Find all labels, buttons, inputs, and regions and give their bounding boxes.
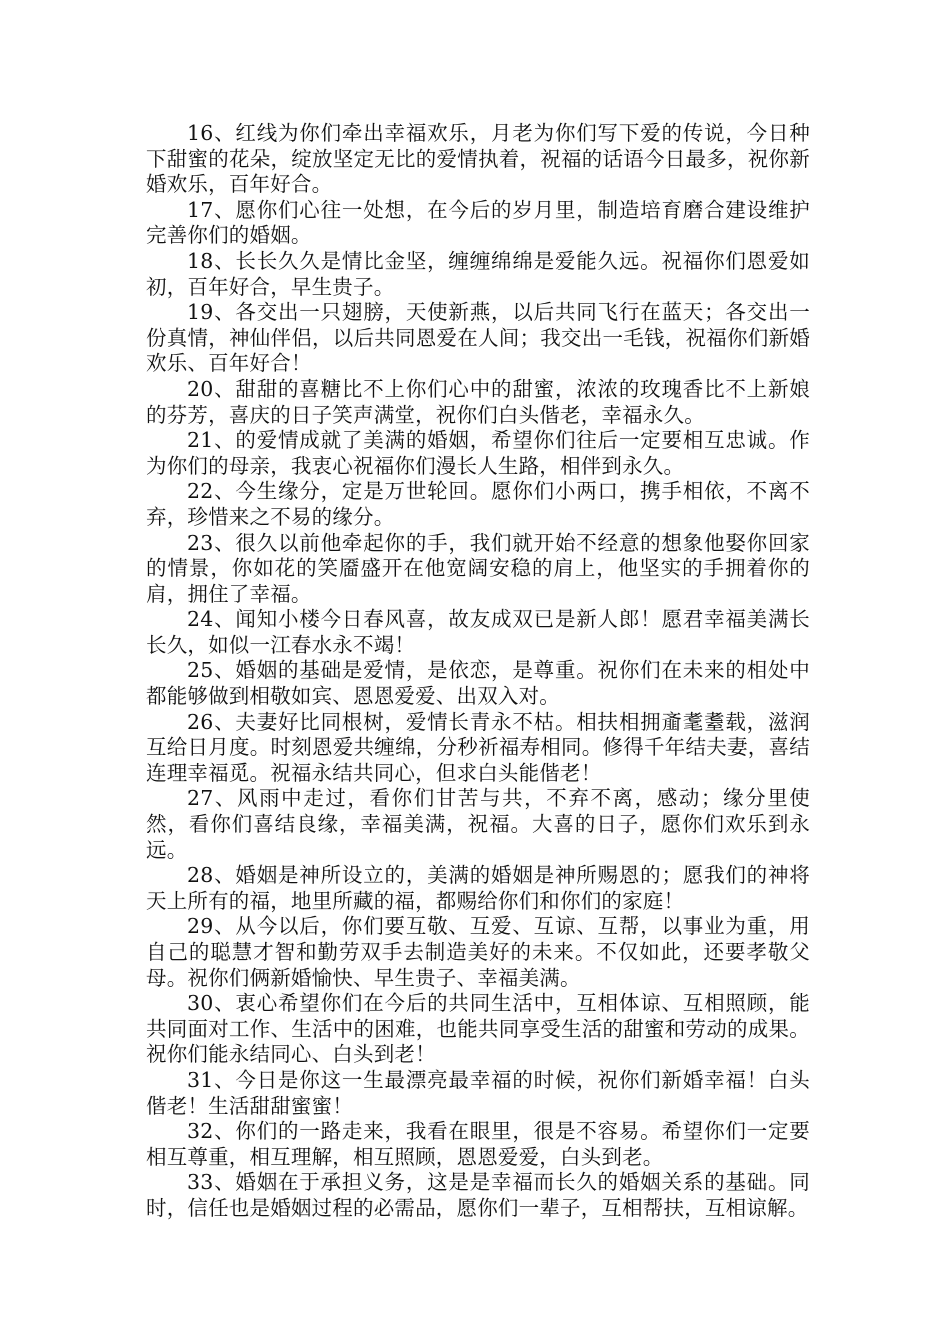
paragraph-30: 30、衷心希望你们在今后的共同生活中，互相体谅、互相照顾，能共同面对工作、生活中的困难，也能共同享受生活的甜蜜和劳动的成果。祝你们能永结同心、白头到老！ (146, 991, 810, 1067)
paragraph-26: 26、夫妻好比同根树，爱情长青永不枯。相扶相拥齑耄耋载，滋润互给日月度。时刻恩爱共缠绵，分秒祈福寿相同。修得千年结夫妻，喜结连理幸福觅。祝福永结共同心，但求白头能偕老！ (146, 709, 810, 785)
document-body (146, 121, 810, 1222)
paragraph-24: 24、闻知小楼今日春风喜，故友成双已是新人郎！愿君幸福美满长长久，如似一江春水永不竭！ (146, 607, 810, 657)
paragraph-27: 27、风雨中走过，看你们甘苦与共，不弃不离，感动；缘分里使然，看你们喜结良缘，幸福美满，祝福。大喜的日子，愿你们欢乐到永远。 (146, 786, 810, 862)
paragraph-16: 16、红线为你们牵出幸福欢乐，月老为你们写下爱的传说，今日种下甜蜜的花朵，绽放坚定无比的爱情执着，祝福的话语今日最多，祝你新婚欢乐，百年好合。 (146, 121, 810, 197)
paragraph-18: 18、长长久久是情比金坚，缠缠绵绵是爱能久远。祝福你们恩爱如初，百年好合，早生贵子。 (146, 248, 810, 299)
paragraph-28: 28、婚姻是神所设立的，美满的婚姻是神所赐恩的；愿我们的神将天上所有的福，地里所藏的福，都赐给你们和你们的家庭！ (146, 863, 810, 913)
paragraph-29: 29、从今以后，你们要互敬、互爱、互谅、互帮，以事业为重，用自己的聪慧才智和勤劳双手去制造美好的未来。不仅如此，还要孝敬父母。祝你们俩新婚愉快、早生贵子、幸福美满。 (146, 914, 810, 990)
paragraph-21: 21、的爱情成就了美满的婚姻，希望你们往后一定要相互忠诚。作为你们的母亲，我衷心祝福你们漫长人生路，相伴到永久。 (146, 428, 810, 478)
paragraph-32: 32、你们的一路走来，我看在眼里，很是不容易。希望你们一定要相互尊重，相互理解，相互照顾，恩恩爱爱，白头到老。 (146, 1119, 810, 1169)
paragraph-31: 31、今日是你这一生最漂亮最幸福的时候，祝你们新婚幸福！白头偕老！生活甜甜蜜蜜！ (146, 1067, 810, 1118)
paragraph-33: 33、婚姻在于承担义务，这是是幸福而长久的婚姻关系的基础。同时，信任也是婚姻过程的必需品，愿你们一辈子，互相帮扶，互相谅解。 (146, 1170, 810, 1220)
paragraph-20: 20、甜甜的喜糖比不上你们心中的甜蜜，浓浓的玫瑰香比不上新娘的芬芳，喜庆的日子笑声满堂，祝你们白头偕老，幸福永久。 (146, 376, 810, 427)
paragraph-22: 22、今生缘分，定是万世轮回。愿你们小两口，携手相依，不离不弃，珍惜来之不易的缘分。 (146, 479, 810, 529)
paragraph-19: 19、各交出一只翅膀，天使新燕，以后共同飞行在蓝天；各交出一份真情，神仙伴侣，以后共同恩爱在人间；我交出一毛钱，祝福你们新婚欢乐、百年好合！ (146, 300, 810, 376)
paragraph-23: 23、很久以前他牵起你的手，我们就开始不经意的想象他娶你回家的情景，你如花的笑靥盛开在他宽阔安稳的肩上，他坚实的手拥着你的肩，拥住了幸福。 (146, 530, 810, 606)
paragraph-17: 17、愿你们心往一处想，在今后的岁月里，制造培育磨合建设维护完善你们的婚姻。 (146, 197, 810, 248)
paragraph-25: 25、婚姻的基础是爱情，是依恋，是尊重。祝你们在未来的相处中都能够做到相敬如宾、恩恩爱爱、出双入对。 (146, 658, 810, 709)
